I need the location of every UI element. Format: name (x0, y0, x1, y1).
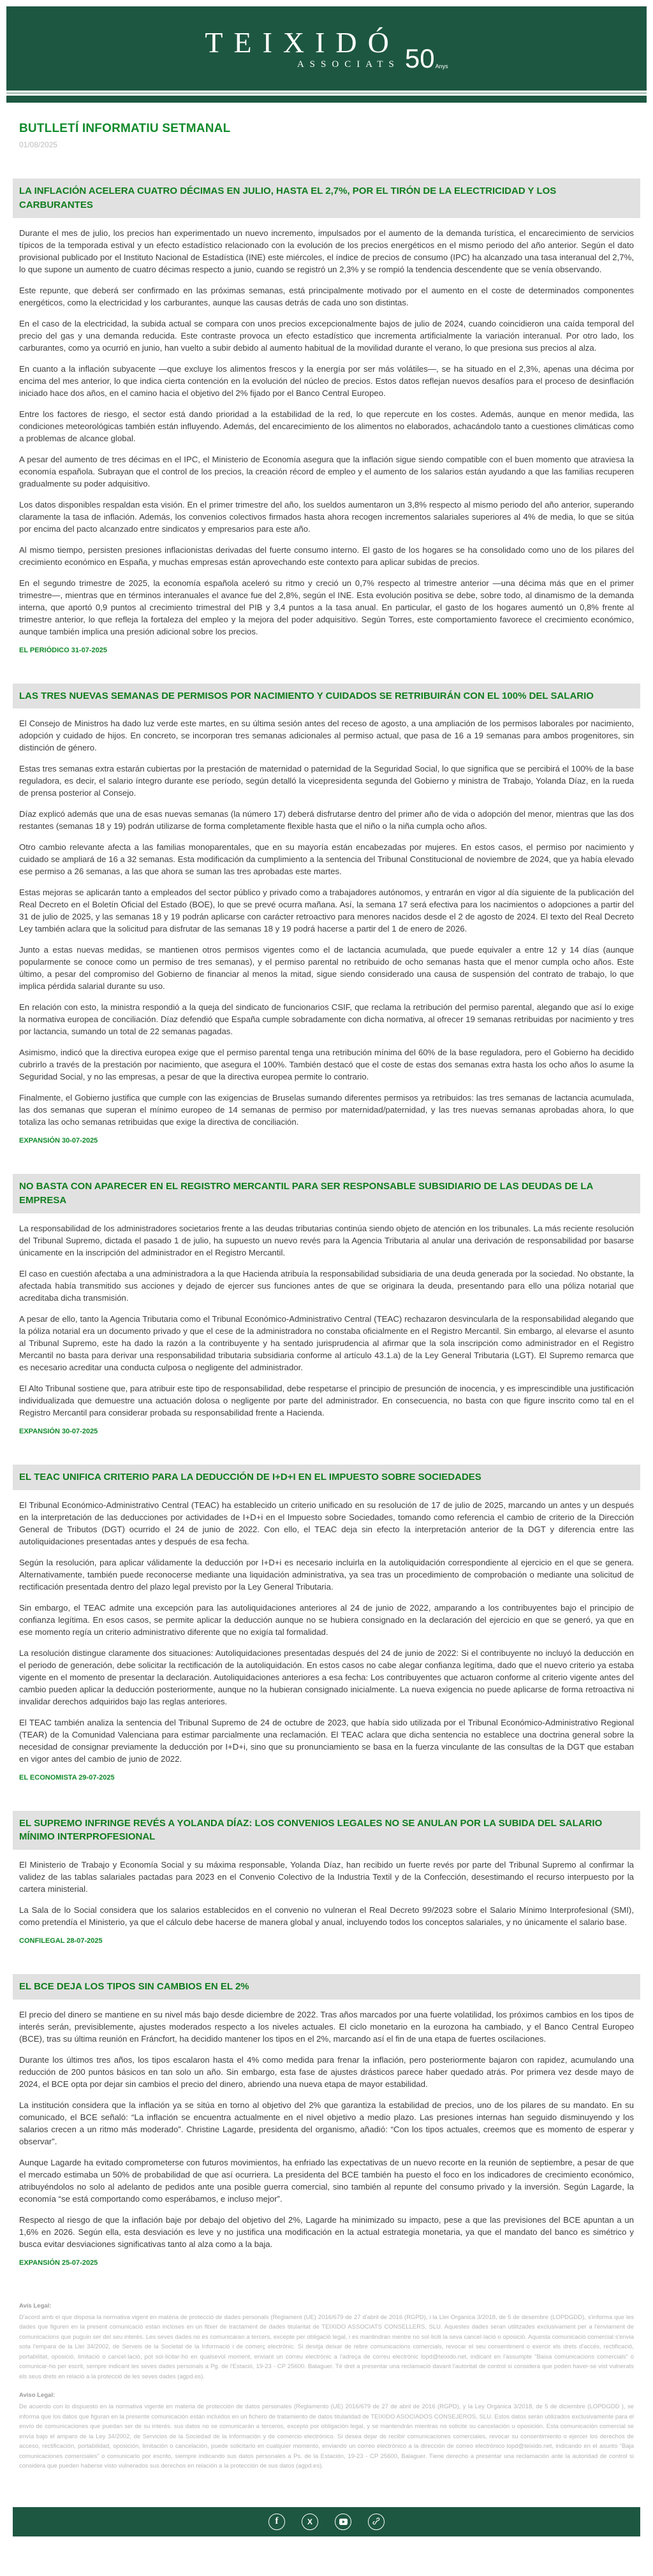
section-body (19, 717, 634, 1128)
footer (0, 2482, 653, 2536)
paragraph: Al mismo tiempo, persisten presiones inflacionistas derivadas del fuerte consumo interno. El gasto de los hogares se ha consolidado como uno de los pilares del crecimiento económico en España, y muchas empresas están aprovechando este contexto para aplicar subidas de precios. (19, 545, 634, 567)
paragraph: Estas tres semanas extra estarán cubiertas por la prestación de maternidad o paternidad de la Seguridad Social, lo que significa que se percibirá el 100% de la base reguladora, es decir, el salario íntegro durante ese período, según detalló la vicepresidenta segunda del Gobierno y ministra de Trabajo, Yolanda Díaz, en la rueda de prensa posterior al Consejo. (19, 764, 634, 798)
paragraph: Junto a estas nuevas medidas, se mantienen otros permisos vigentes como el de lactancia acumulada, que puede equivaler a entre 12 y 14 días (aunque popularmente se conoce como un permiso de tres semanas), y el permiso parental no retribuido de ocho semanas hasta que el menor cumpla ocho años. Este último, a pesar del compromiso del Gobierno de financiar al menos la mitad, sigue siendo considerado una causa de suspensión del contrato de trabajo, lo que implica pérdida salarial durante su uso. (19, 945, 634, 992)
logo-50-anys (404, 43, 448, 73)
page-title: BUTLLETÍ INFORMATIU SETMANAL (19, 122, 231, 135)
paragraph: Finalmente, el Gobierno justifica que cumple con las exigencias de Bruselas sumando diferentes permisos ya retribuidos: las tres semanas de lactancia acumulada, las dos semanas que superan el mínimo europeo de 14 semanas de permiso por maternidad/paternidad, y las tres nuevas semanas aprobadas ahora, lo que totaliza las ocho semanas retribuidas que exige la directiva de conciliación. (19, 1093, 634, 1127)
paragraph: El precio del dinero se mantiene en su nivel más bajo desde diciembre de 2022. Tras años marcados por una fuerte volatilidad, los próximos cambios en los tipos de interés serán, previsiblemente, ajustes moderados respecto a los niveles actuales. El ciclo monetario en la eurozona ha cambiado, y el Banco Central Europeo (BCE), tras su última reunión en Fráncfort, ha decidido mantener los tipos en el 2%, marcando así el fin de una etapa de fuertes oscilaciones. (19, 2009, 634, 2044)
paragraph: Durante los últimos tres años, los tipos escalaron hasta el 4% como medida para frenar la inflación, pero posteriormente bajaron con rapidez, acumulando una reducción de 200 puntos básicos en tan solo un año. Sin embargo, esta fase de ajustes drásticos parece haber quedado atrás. Por primera vez desde mayo de 2024, el BCE opta por dejar sin cambios el precio del dinero, abriendo una nueva etapa de mayor estabilidad. (19, 2054, 634, 2089)
header (0, 0, 653, 103)
paragraph: Respecto al riesgo de que la inflación baje por debajo del objetivo del 2%, Lagarde ha minimizado su impacto, pese a que las previsiones del BCE apuntan a un 1,6% en 2026. Según ella, esta desviación es leve y no justifica una modificación en la actual estrategia monetaria, ya que el mandato del banco es simétrico y busca evitar desviaciones significativas tanto al alza como a la baja. (19, 2214, 634, 2249)
paragraph: La responsabilidad de los administradores societarios frente a las deudas tributarias continúa siendo objeto de atención en los tribunales. La más reciente resolución del Tribunal Supremo, dictada el pasado 1 de julio, ha supuesto un nuevo revés para la Agencia Tributaria al anular una derivación de responsabilidad por basarse únicamente en la inscripción del administrador en el Registro Mercantil. (19, 1223, 634, 1257)
legal-title-catalan: Avís Legal: (19, 2302, 52, 2309)
paragraph: En cuanto a la inflación subyacente —que excluye los alimentos frescos y la energía por ser más volátiles—, se ha situado en el 2,3%, apenas una décima por encima del mes anterior, lo que indica cierta contención en la evolución del núcleo de precios. Estos datos reflejan nuevos desafíos para el proceso de desinflación iniciado hace dos años, en el camino hacia el objetivo del 2% fijado por el Banco Central Europeo. (19, 363, 634, 398)
issue-date: 01/08/2025 (19, 140, 58, 149)
logo-wordmark: TEIXIDÓ (205, 26, 400, 59)
paragraph: El caso en cuestión afectaba a una administradora a la que Hacienda atribuía la responsabilidad subsidiaria de una deuda generada por la sociedad. No obstante, la afectada había transmitido sus acciones y dejado de ejercer sus funciones antes de que se originara la deuda, presentando para ello una póliza notarial que acreditaba dicha transmisión. (19, 1268, 634, 1303)
paragraph: Este repunte, que deberá ser confirmado en las próximas semanas, está principalmente motivado por el aumento en el coste de determinados componentes energéticos, como la electricidad y los carburantes, aunque las causas detrás de cada uno son distintas. (19, 285, 634, 307)
logo-anniversary-unit: Anys (435, 62, 448, 70)
paragraph: La resolución distingue claramente dos situaciones: Autoliquidaciones presentadas después del 24 de junio de 2022: Si el contribuyente no incluyó la deducción en el periodo de generación, debe solicitar la rectificación de la autoliquidación. En estos casos no cabe alegar confianza legítima, dado que el nuevo criterio ya estaba vigente en el momento de presentar la declaración. Autoliquidaciones anteriores a esa fecha: Los contribuyentes que actuaron conforme al criterio vigente antes del cambio pueden aplicar la deducción posteriormente, aunque no la hubieran consignado inicialmente. La nueva exigencia no puede aplicarse de forma retroactiva ni invalidar derechos adquiridos bajo las reglas anteriores. (19, 1648, 634, 1706)
paragraph: A pesar del aumento de tres décimas en el IPC, el Ministerio de Economía asegura que la inflación sigue siendo compatible con el buen momento que atraviesa la economía española. Subrayan que el control de los precios, la creación récord de empleo y el aumento de los salarios están ayudando a que las familias recuperen gradualmente su poder adquisitivo. (19, 454, 634, 488)
news-section (19, 1465, 634, 1782)
legal-text-catalan: D'acord amb el que disposa la normativa vigent en matèria de protecció de dades personals (Reglament (UE) 2016/679 de 27 d'abril de 2016 (RGPD), i la Llei Orgànica 3/2018, de 5 de desembre (LOPDGDD), s'informa que les dades que figuren en la present comunicació estan incloses en un fitxer de tractament de dades titularitat de TEIXIDO ASSOCIATS CONSELLERS, SLU. Aquestes dades seran utilitzades exclusivament per a l'enviament de comunicacions que puguin ser del seu interès. Les seves dades no es comunicaran a tercers, excepte per obligació legal, i es mantindran mentre no sol·liciti la seva cancel·lació o oposició. Aquesta comunicació comercial s'envia sota l'empara de la Llei 34/2002, de Serveis de la Societat de la Informació i de comerç electrònic. Si desitja deixar de rebre comunicacions comercials, revocar el seu consentiment o exercir els drets d'accés, rectificació, portabilitat, oposició, limitació o cancel·lació, pot sol·licitar-ho en qualsevol moment, enviant un correu electrònic a l'adreça de correu electrònic lopd@teixido.net, indicant en l'assumpte “Baixa comunicacions comercials” o comunicar-ho per escrit, sempre indicant les seves dades personals a Pg. de l'Estació, 19-23 - CP 25600. Balaguer. Té dret a presentar una reclamació davant l'autoritat de control si considera que poden haver-se vist vulnerats els seus drets en relació a la protecció de les seves dades (agpd.es). (19, 2313, 634, 2380)
header-banner (6, 6, 647, 91)
paragraph: Sin embargo, el TEAC admite una excepción para las autoliquidaciones anteriores al 24 de junio de 2022, amparando a los contribuyentes bajo el principio de confianza legítima. En esos casos, se permite aplicar la deducción aunque no se hubiera consignado en la declaración del ejercicio en que se generó, ya que en ese momento regía un criterio administrativo diferente que no exigía tal formalidad. (19, 1602, 634, 1637)
paragraph: La Sala de lo Social considera que los salarios establecidos en el convenio no vulneran el Real Decreto 99/2023 sobre el Salario Mínimo Interprofesional (SMI), como pretendía el Ministerio, ya que el cálculo debe hacerse de manera global y anual, incluyendo todos los conceptos salariales, y no únicamente el salario base. (19, 1905, 634, 1927)
legal-title-spanish: Aviso Legal: (19, 2392, 55, 2399)
section-body (19, 1499, 634, 1765)
x-twitter-icon[interactable]: X (302, 2514, 318, 2530)
section-heading: LAS TRES NUEVAS SEMANAS DE PERMISOS POR NACIMIENTO Y CUIDADOS SE RETRIBUIRÁN CON EL 100% DEL SALARIO (13, 684, 640, 709)
paragraph: Entre los factores de riesgo, el sector está dando prioridad a la estabilidad de la red, lo que repercute en los costes. Además, aunque en menor medida, las condiciones meteorológicas también están influyendo. Además, del encarecimiento de los alimentos no elaborados, achacándolo tanto a cuestiones climáticas como a problemas de alcance global. (19, 409, 634, 443)
bottom-margin (0, 2536, 653, 2576)
newsletter-body (0, 122, 653, 2471)
paragraph: Según la resolución, para aplicar válidamente la deducción por I+D+i es necesario incluirla en la autoliquidación correspondiente al ejercicio en el que se genera. Alternativamente, también puede reconocerse mediante una liquidación administrativa, ya sea tras un procedimiento de comprobación o mediante una solicitud de rectificación presentada dentro del plazo legal previsto por la Ley General Tributaria. (19, 1557, 634, 1592)
youtube-icon[interactable] (335, 2514, 351, 2530)
section-heading: LA INFLACIÓN ACELERA CUATRO DÉCIMAS EN JULIO, HASTA EL 2,7%, POR EL TIRÓN DE LA ELECTRICIDAD Y LOS CARBURANTES (13, 179, 640, 218)
paragraph: Asimismo, indicó que la directiva europea exige que el permiso parental tenga una retribución mínima del 60% de la base reguladora, pero el Gobierno ha decidido cubrirlo a través de la prestación por nacimiento, que asegura el 100%. También destacó que el coste de estas dos semanas extra hasta los ocho años lo asume la Seguridad Social, y no las empresas, a pesar de que la directiva europea permite lo contrario. (19, 1048, 634, 1082)
legal-text-spanish: De acuerdo con lo dispuesto en la normativa vigente en materia de protección de datos personales (Reglamento (UE) 2016/679 de 27 de abril de 2016 (RGPD), y la Ley Orgánica 3/2018, de 5 de diciembre (LOPDGDD ), se informa que los datos que figuran en la presente comunicación están incluidos en un fichero de tratamiento de datos titularidad de TEIXIDO ASOCIADOS CONSEJEROS, SLU. Estos datos serán utilizados exclusivamente para el envío de comunicaciones que puedan ser de su interés. sus datos no se comunicarán a terceros, excepto por obligación legal, y se mantendrán mientras no solicite su cancelación u oposición. Esta comunicación comercial se envía bajo el amparo de la Ley 34/2002, de Servicios de la Sociedad de la Información y de comercio electrónico. Si desea dejar de recibir comunicaciones comerciales, revocar su consentimiento o ejercer los derechos de acceso, rectificación, portabilidad, oposición, limitación o cancelación, puede solicitarlo en cualquier momento, enviando un correo electrónico a la dirección de correo electrónico lopd@teixido.net, indicando en el asunto “Baja comunicaciones comerciales” o comunicarlo por escrito, siempre indicando sus datos personales a Ps. de la Estación, 19-23 - CP 25600, Balaguer. Tiene derecho a presentar una reclamación ante la autoridad de control si considera que pueden haberse visto vulnerados sus derechos en relación a la protección de sus datos (agpd.es). (19, 2403, 634, 2470)
teixido-logo (205, 26, 448, 73)
paragraph: El Alto Tribunal sostiene que, para atribuir este tipo de responsabilidad, debe respetarse el principio de presunción de inocencia, y es imprescindible una justificación individualizada que demuestre una actuación dolosa o negligente por parte del administrador. En consecuencia, no basta con que figure inscrito como tal en el Registro Mercantil para considerar probada su responsabilidad frente a Hacienda. (19, 1383, 634, 1417)
source-label: EXPANSIÓN 25-07-2025 (19, 2258, 98, 2267)
sections (19, 179, 634, 2267)
paragraph: Otro cambio relevante afecta a las familias monoparentales, que en su mayoría están encabezadas por mujeres. En estos casos, el permiso por nacimiento y cuidado se ampliará de 16 a 32 semanas. Esta modificación da cumplimiento a la sentencia del Tribunal Constitucional de noviembre de 2024, que ya había elevado ese permiso a 26 semanas, a las que ahora se suman las tres aprobadas este martes. (19, 842, 634, 877)
facebook-icon[interactable]: f (268, 2514, 285, 2530)
source-label: EL ECONOMISTA 29-07-2025 (19, 1773, 115, 1782)
paragraph: La institución considera que la inflación ya se sitúa en torno al objetivo del 2% que garantiza la estabilidad de precios, uno de los pilares de su mandato. En su comunicado, el BCE señaló: “La inflación se encuentra actualmente en el nivel objetivo a medio plazo. Las presiones internas han seguido disminuyendo y los salarios crecen a un ritmo más moderado”. Christine Lagarde, presidenta del organismo, añadió: “Con los tipos actuales, creemos que es momento de esperar y observar”. (19, 2100, 634, 2146)
section-body (19, 227, 634, 638)
paragraph: Estas mejoras se aplicarán tanto a empleados del sector público y privado como a trabajadores autónomos, y entrarán en vigor al día siguiente de la publicación del Real Decreto en el Boletín Oficial del Estado (BOE), lo que se prevé ocurra mañana. Así, la semana 17 será efectiva para los nacimientos o adopciones a partir del 31 de julio de 2025, y las semanas 18 y 19 podrán aplicarse con carácter retroactivo para menores nacidos desde el 2 de agosto de 2024. El texto del Real Decreto Ley también aclara que la solicitud para disfrutar de las semanas 18 y 19 podrá hacerse a partir del 1 de enero de 2026. (19, 888, 634, 934)
paragraph: El TEAC también analiza la sentencia del Tribunal Supremo de 24 de octubre de 2023, que había sido utilizada por el Tribunal Económico-Administrativo Regional (TEAR) de la Comunidad Valenciana para estimar parcialmente una reclamación. El TEAC aclara que dicha sentencia no establece una doctrina general sobre la necesidad de consignar previamente la deducción por I+D+i, sino que su pronunciamiento se basa en la fuerza vinculante de las consultas de la DGT que estaban en vigor antes del cambio de junio de 2022. (19, 1717, 634, 1764)
news-section (19, 1174, 634, 1435)
news-section (19, 684, 634, 1145)
paragraph: El Tribunal Económico-Administrativo Central (TEAC) ha establecido un criterio unificado en su resolución de 17 de julio de 2025, marcando un antes y un después en la interpretación de las deducciones por actividades de I+D+i en el Impuesto sobre Sociedades, tomando como referencia el cambio de criterio de la Dirección General de Tributos (DGT) ocurrido el 24 de junio de 2022. Con ello, el TEAC deja sin efecto la interpretación anterior de la DGT y diferencia entre las autoliquidaciones presentadas antes y después de esa fecha. (19, 1500, 634, 1546)
section-body (19, 1859, 634, 1928)
link-icon[interactable] (368, 2514, 385, 2530)
section-heading: EL TEAC UNIFICA CRITERIO PARA LA DEDUCCIÓN DE I+D+I EN EL IMPUESTO SOBRE SOCIEDADES (13, 1465, 640, 1490)
paragraph: Díaz explicó además que una de esas nuevas semanas (la número 17) deberá disfrutarse dentro del primer año de vida o adopción del menor, mientras que las dos restantes (semanas 18 y 19) podrán utilizarse de forma completamente flexible hasta que el niño o la niña cumpla ocho años. (19, 809, 634, 831)
legal-notices (19, 2302, 634, 2471)
paragraph: El Ministerio de Trabajo y Economía Social y su máxima responsable, Yolanda Díaz, han recibido un fuerte revés por parte del Tribunal Supremo al confirmar la validez de las tablas salariales pactadas para 2023 en el Convenio Colectivo de la Industria Textil y de la Confección, desestimando el recurso interpuesto por la cartera ministerial. (19, 1860, 634, 1894)
source-label: CONFILEGAL 28-07-2025 (19, 1937, 103, 1945)
section-heading: NO BASTA CON APARECER EN EL REGISTRO MERCANTIL PARA SER RESPONSABLE SUBSIDIARIO DE LAS DEUDAS DE LA EMPRESA (13, 1174, 640, 1213)
paragraph: Los datos disponibles respaldan esta visión. En el primer trimestre del año, los sueldos aumentaron un 3,8% respecto al mismo periodo del año anterior, superando claramente la tasa de inflación. Además, los convenios colectivos firmados hasta ahora recogen incrementos salariales superiores al 4% de media, lo que se sitúa por encima del pacto alcanzado entre sindicatos y empresarios para este año. (19, 499, 634, 534)
source-label: EL PERIÓDICO 31-07-2025 (19, 646, 107, 654)
logo-subtitle: ASSOCIATS (297, 59, 400, 70)
paragraph: En el segundo trimestre de 2025, la economía española aceleró su ritmo y creció un 0,7% respecto al trimestre anterior —una décima más que en el primer trimestre—, mientras que en términos interanuales el avance fue del 2,8%, según el INE. Esta evolución positiva se debe, sobre todo, al dinamismo de la demanda interna, que aportó 0,9 puntos al crecimiento trimestral del PIB y 3,4 puntos a la tasa anual. En particular, el gasto de los hogares aumentó un 0,8% frente al trimestre anterior, lo que refleja la fortaleza del empleo y la mejora del poder adquisitivo. Según Torres, este comportamiento favorece el crecimiento económico, aunque también implica una presión adicional sobre los precios. (19, 578, 634, 636)
section-body (19, 1222, 634, 1419)
header-banner-bottom (6, 96, 647, 103)
paragraph: En el caso de la electricidad, la subida actual se compara con unos precios excepcionalmente bajos de julio de 2024, cuando coincidieron una caída temporal del precio del gas y una demanda reducida. Este contraste provoca un efecto estadístico que incrementa artificialmente la variación interanual. Por otro lado, los carburantes, como ya ocurrió en junio, han vuelto a subir debido al aumento habitual de la movilidad durante el verano, lo que presiona sus precios al alza. (19, 318, 634, 353)
source-label: EXPANSIÓN 30-07-2025 (19, 1137, 98, 1145)
section-heading: EL BCE DEJA LOS TIPOS SIN CAMBIOS EN EL 2% (13, 1974, 640, 2000)
news-section (19, 1974, 634, 2267)
news-section (19, 179, 634, 654)
footer-bar (13, 2507, 640, 2536)
paragraph: Durante el mes de julio, los precios han experimentado un nuevo incremento, impulsados por el aumento de la demanda turística, el encarecimiento de servicios típicos de la temporada estival y un efecto estadístico relacionado con la evolución de los precios energéticos en el mismo periodo del año anterior. Según el dato provisional publicado por el Instituto Nacional de Estadística (INE) este miércoles, el índice de precios de consumo (IPC) ha alcanzado una tasa interanual del 2,7%, lo que supone un aumento de cuatro décimas respecto a junio, cuando se registró un 2,3% y se rompió la tendencia descendente que se venía observando. (19, 228, 634, 274)
paragraph: El Consejo de Ministros ha dado luz verde este martes, en su última sesión antes del receso de agosto, a una ampliación de los permisos laborales por nacimiento, adopción y cuidado de hijos. En concreto, se incorporan tres semanas adicionales al permiso actual, que pasa de 16 a 19 semanas para ambos progenitores, sin distinción de género. (19, 719, 634, 753)
paragraph: En relación con esto, la ministra respondió a la queja del sindicato de funcionarios CSIF, que reclama la retribución del permiso parental, alegando que así lo exige la normativa europea de conciliación. Díaz defendió que España cumple sobradamente con dicha normativa, al ofrecer 19 semanas retribuidas por nacimiento y tres por lactancia, sumando un total de 22 semanas pagadas. (19, 1002, 634, 1037)
section-body (19, 2009, 634, 2250)
news-section (19, 1811, 634, 1945)
source-label: EXPANSIÓN 30-07-2025 (19, 1427, 98, 1435)
logo-anniversary-number: 50 (404, 43, 435, 73)
paragraph: Aunque Lagarde ha evitado comprometerse con futuros movimientos, ha enfriado las expectativas de un nuevo recorte en la reunión de septiembre, a pesar de que el mercado estimaba un 50% de probabilidad de que así ocurriera. La presidenta del BCE también ha puesto el foco en los indicadores de crecimiento económico, atribuyéndolos no solo al adelanto de pedidos ante una posible guerra comercial, sino también al repunte del consumo privado y la inversión. Según Lagarde, la economía “se está comportando como esperábamos, e incluso mejor”. (19, 2157, 634, 2204)
section-heading: EL SUPREMO INFRINGE REVÉS A YOLANDA DÍAZ: LOS CONVENIOS LEGALES NO SE ANULAN POR LA SUBIDA DEL SALARIO MÍNIMO INTERPROFESIONAL (13, 1811, 640, 1850)
paragraph: A pesar de ello, tanto la Agencia Tributaria como el Tribunal Económico-Administrativo Central (TEAC) rechazaron desvincularla de la responsabilidad alegando que la póliza notarial era un documento privado y que el cese de la administradora no constaba oficialmente en el Registro Mercantil. Sin embargo, al elevarse el asunto al Tribunal Supremo, este ha dado la razón a la contribuyente y ha sentado jurisprudencia al afirmar que la sola inscripción como administrador en el Registro Mercantil no basta para derivar una responsabilidad tributaria subsidiaria conforme al artículo 43.1.a) de la Ley General Tributaria (LGT). El Supremo remarca que es necesario acreditar una conducta culposa o negligente del administrador. (19, 1314, 634, 1372)
